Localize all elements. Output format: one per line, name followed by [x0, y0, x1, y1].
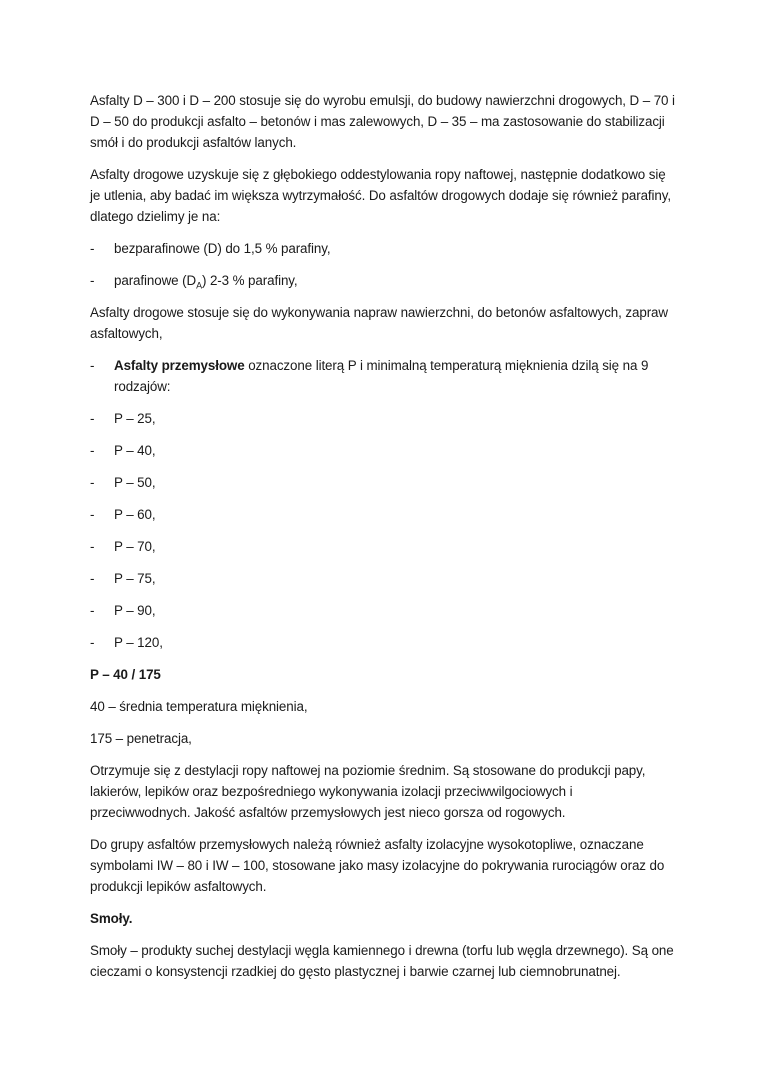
list-dash: -: [90, 443, 95, 458]
list-dash: -: [90, 273, 95, 288]
grade-item: [90, 600, 675, 621]
document-page: [90, 90, 675, 993]
paragraph-insulating-asphalt: Do grupy asfaltów przemysłowych należą również asfalty izolacyjne wysokotopliwe, oznaczane symbolami IW – 80 i IW – 100, stosowane jako masy izolacyjne do pokrywania rurociągów oraz do produkcji lepików asfaltowych.: [90, 837, 665, 894]
subscript-a: A: [196, 280, 202, 291]
list-item-text: [114, 270, 675, 291]
list-item-paraffin-free: [90, 238, 675, 259]
grade-label: P – 90,: [114, 603, 156, 618]
grade-label: P – 75,: [114, 571, 156, 586]
paragraph-asphalt-uses: Asfalty D – 300 i D – 200 stosuje się do wyrobu emulsji, do budowy nawierzchni drogowych, D – 70 i D – 50 do produkcji asfalto – betonów i mas zalewowych, D – 35 – ma zastosowanie do stabilizacji smół i do produkcji asfaltów lanych.: [90, 93, 675, 150]
grade-item: [90, 536, 675, 557]
grade-label: P – 70,: [114, 539, 156, 554]
paragraph-tars-definition: Smoły – produkty suchej destylacji węgla kamiennego i drewna (torfu lub węgla drzewnego). Są one cieczami o konsystencji rzadkiej do gęsto plastycznej i barwie czarnej lub ciemnobrunatnej.: [90, 943, 674, 979]
paragraph-road-asphalt-uses: Asfalty drogowe stosuje się do wykonywania napraw nawierzchni, do betonów asfaltowych, zapraw asfaltowych,: [90, 305, 668, 341]
grade-item: [90, 504, 675, 525]
list-item-industrial-asphalt: [90, 355, 675, 397]
list-dash: -: [90, 411, 95, 426]
list-item-text-suffix: ) 2-3 % parafiny,: [201, 273, 298, 288]
grade-label: P – 60,: [114, 507, 156, 522]
list-item-text-prefix: parafinowe (D: [114, 273, 197, 288]
list-dash: -: [90, 507, 95, 522]
paragraph-road-asphalt-production: Asfalty drogowe uzyskuje się z głębokiego oddestylowania ropy naftowej, następnie dodatkowo się je utlenia, aby badać im większa wytrzymałość. Do asfaltów drogowych dodaje się również parafiny, dlatego dzielimy je na:: [90, 167, 671, 224]
grade-label: P – 50,: [114, 475, 156, 490]
list-item-paraffinic: [90, 270, 675, 291]
paragraph-industrial-production: Otrzymuje się z destylacji ropy naftowej na poziomie średnim. Są stosowane do produkcji papy, lakierów, lepików oraz bezpośredniego wykonywania izolacji przeciwwilgociowych i przeciwwodnych. Jakość asfaltów przemysłowych jest nieco gorsza od rogowych.: [90, 763, 646, 820]
list-dash: -: [90, 475, 95, 490]
list-dash: -: [90, 603, 95, 618]
grade-item: [90, 568, 675, 589]
designation-heading: P – 40 / 175: [90, 667, 161, 682]
designation-line-penetration: 175 – penetracja,: [90, 731, 192, 746]
grade-item: [90, 440, 675, 461]
list-dash: -: [90, 358, 95, 373]
list-dash: -: [90, 539, 95, 554]
grade-item: [90, 632, 675, 653]
bold-term-industrial-asphalt: Asfalty przemysłowe: [114, 358, 245, 373]
list-item-text: bezparafinowe (D) do 1,5 % parafiny,: [114, 241, 331, 256]
list-dash: -: [90, 571, 95, 586]
grade-label: P – 120,: [114, 635, 163, 650]
section-heading-tars: Smoły.: [90, 911, 133, 926]
list-dash: -: [90, 241, 95, 256]
industrial-description: oznaczone literą P i minimalną temperaturą mięknienia dzilą się na 9 rodzajów:: [114, 358, 649, 394]
grade-item: [90, 408, 675, 429]
grade-label: P – 25,: [114, 411, 156, 426]
list-item-text: [114, 355, 675, 397]
designation-line-temperature: 40 – średnia temperatura mięknienia,: [90, 699, 308, 714]
grade-item: [90, 472, 675, 493]
list-dash: -: [90, 635, 95, 650]
grade-label: P – 40,: [114, 443, 156, 458]
